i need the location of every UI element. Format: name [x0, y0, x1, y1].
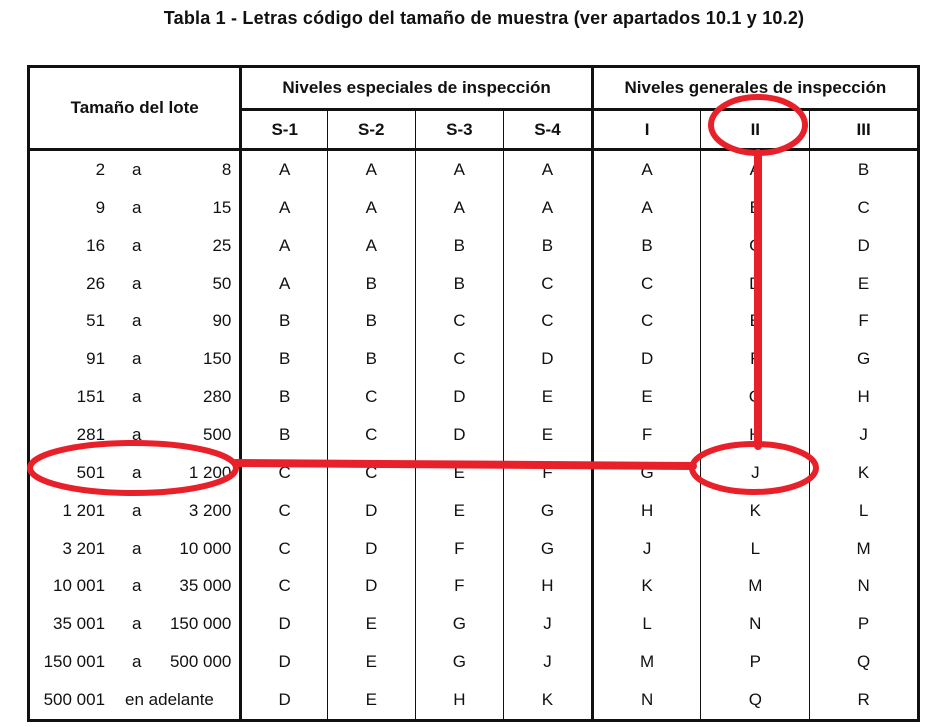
code-cell-s1: A: [241, 150, 328, 189]
lot-separator: a: [131, 387, 142, 407]
lot-from: 35 001: [53, 614, 106, 634]
code-cell-ii: D: [701, 265, 810, 303]
code-cell-s2: A: [327, 189, 415, 227]
code-cell-s1: C: [241, 492, 328, 530]
code-cell-ii: G: [701, 378, 810, 416]
code-cell-s1: C: [241, 567, 328, 605]
code-cell-s1: B: [241, 378, 328, 416]
lot-from: 2: [95, 159, 106, 179]
code-cell-iii: J: [859, 424, 868, 444]
code-cell-ii: F: [701, 340, 810, 378]
code-cell-i: G: [592, 454, 701, 492]
lot-to: 1 200: [164, 454, 241, 492]
code-cell-s3: D: [415, 378, 504, 416]
code-cell-s4: B: [504, 227, 593, 265]
code-cell-s3: G: [415, 605, 504, 643]
lot-separator: a: [131, 576, 142, 596]
lot-separator: a: [131, 538, 142, 558]
code-cell-s4: G: [504, 492, 593, 530]
lot-to: 35 000: [164, 567, 241, 605]
code-cell-iii: Q: [856, 652, 871, 672]
code-cell-iii: N: [857, 576, 870, 596]
code-cell-ii: M: [701, 567, 810, 605]
code-cell-i: C: [592, 265, 701, 303]
code-cell-s1: B: [241, 340, 328, 378]
code-cell-s2: C: [327, 416, 415, 454]
code-cell-s1: D: [241, 681, 328, 720]
code-cell-i: H: [592, 492, 701, 530]
sample-size-code-table: [27, 65, 920, 722]
code-cell-s2: D: [327, 530, 415, 568]
code-cell-i: N: [592, 681, 701, 720]
code-cell-s1: A: [241, 189, 328, 227]
code-cell-ii: E: [701, 302, 810, 340]
general-levels-header: Niveles generales de inspección: [624, 78, 887, 97]
code-cell-i: F: [592, 416, 701, 454]
table-row: [29, 227, 919, 265]
lot-from: 281: [76, 424, 106, 444]
lot-from: 9: [95, 197, 106, 217]
code-cell-s1: D: [241, 643, 328, 681]
lot-separator: a: [131, 462, 142, 482]
code-cell-ii: B: [701, 189, 810, 227]
code-cell-iii: C: [857, 197, 870, 217]
table-row: [29, 567, 919, 605]
code-cell-s2: D: [327, 567, 415, 605]
code-cell-s2: E: [327, 643, 415, 681]
column-header-iii: III: [810, 110, 919, 150]
code-cell-s2: B: [327, 302, 415, 340]
code-cell-iii: L: [858, 500, 869, 520]
lot-separator: a: [131, 273, 142, 293]
lot-separator: a: [131, 500, 142, 520]
code-cell-i: E: [592, 378, 701, 416]
table-row: [29, 454, 919, 492]
column-header-s2: S-2: [327, 110, 415, 150]
code-cell-s2: A: [327, 150, 415, 189]
code-cell-iii: B: [857, 159, 870, 179]
code-cell-s3: F: [415, 530, 504, 568]
code-cell-i: A: [592, 150, 701, 189]
code-cell-ii: A: [701, 150, 810, 189]
code-cell-s3: G: [415, 643, 504, 681]
code-cell-s4: G: [504, 530, 593, 568]
lot-to: 150 000: [164, 605, 241, 643]
table-row: [29, 530, 919, 568]
code-cell-s3: B: [415, 265, 504, 303]
code-cell-s4: H: [504, 567, 593, 605]
code-cell-s3: D: [415, 416, 504, 454]
column-header-s1: S-1: [241, 110, 328, 150]
code-cell-s4: A: [504, 150, 593, 189]
code-cell-s2: B: [327, 340, 415, 378]
code-cell-i: B: [592, 227, 701, 265]
code-cell-i: J: [592, 530, 701, 568]
code-cell-iii: G: [856, 349, 871, 369]
lot-separator: a: [131, 311, 142, 331]
column-header-ii: II: [701, 110, 810, 150]
lot-separator: a: [131, 235, 142, 255]
code-cell-iii: K: [857, 462, 870, 482]
code-cell-s1: D: [241, 605, 328, 643]
lot-to: 90: [164, 302, 241, 340]
table-title: Tabla 1 - Letras código del tamaño de muestra (ver apartados 10.1 y 10.2): [163, 8, 805, 28]
code-cell-s1: A: [241, 227, 328, 265]
code-cell-s3: C: [415, 302, 504, 340]
code-cell-iii: D: [857, 235, 870, 255]
lot-from: 3 201: [62, 538, 106, 558]
code-cell-s1: C: [241, 530, 328, 568]
table-row: [29, 643, 919, 681]
code-cell-ii: L: [701, 530, 810, 568]
column-header-i: I: [592, 110, 701, 150]
code-cell-s3: E: [415, 492, 504, 530]
code-cell-s4: E: [504, 416, 593, 454]
lot-separator: a: [131, 349, 142, 369]
lot-separator: a: [131, 197, 142, 217]
lot-to: 15: [164, 189, 241, 227]
code-cell-iii: E: [857, 273, 870, 293]
lot-from: 26: [86, 273, 106, 293]
table-row: [29, 681, 919, 720]
lot-size-header: Tamaño del lote: [29, 67, 241, 150]
code-cell-i: K: [592, 567, 701, 605]
column-header-s3: S-3: [415, 110, 504, 150]
code-cell-s3: A: [415, 150, 504, 189]
code-cell-iii: H: [857, 387, 870, 407]
lot-from: 10 001: [53, 576, 106, 596]
code-cell-s4: F: [504, 454, 593, 492]
table-row: [29, 416, 919, 454]
code-cell-s3: F: [415, 567, 504, 605]
code-cell-s4: C: [504, 302, 593, 340]
table-row: [29, 150, 919, 189]
code-cell-i: M: [592, 643, 701, 681]
code-cell-s1: B: [241, 302, 328, 340]
code-cell-ii: J: [701, 454, 810, 492]
code-cell-s3: E: [415, 454, 504, 492]
code-cell-ii: K: [701, 492, 810, 530]
code-cell-s4: K: [504, 681, 593, 720]
code-cell-s1: A: [241, 265, 328, 303]
lot-separator: a: [131, 652, 142, 672]
code-cell-iii: R: [857, 689, 870, 709]
table-row: [29, 492, 919, 530]
code-cell-iii: P: [857, 614, 870, 634]
lot-separator: a: [131, 424, 142, 444]
code-cell-i: A: [592, 189, 701, 227]
code-cell-s1: B: [241, 416, 328, 454]
code-cell-s1: C: [241, 454, 328, 492]
lot-from: 16: [86, 235, 106, 255]
lot-to: 500 000: [164, 643, 241, 681]
code-cell-s3: H: [415, 681, 504, 720]
code-cell-s3: A: [415, 189, 504, 227]
lot-from: 150 001: [43, 652, 106, 672]
lot-to: 500: [164, 416, 241, 454]
lot-separator: en adelante: [109, 681, 241, 720]
lot-from: 500 001: [43, 689, 106, 709]
code-cell-ii: C: [701, 227, 810, 265]
code-cell-s4: J: [504, 643, 593, 681]
code-cell-ii: N: [701, 605, 810, 643]
lot-from: 151: [76, 387, 106, 407]
code-cell-s4: A: [504, 189, 593, 227]
lot-to: 150: [164, 340, 241, 378]
lot-to: 25: [164, 227, 241, 265]
table-row: [29, 302, 919, 340]
code-cell-ii: P: [701, 643, 810, 681]
code-cell-s3: B: [415, 227, 504, 265]
code-cell-i: L: [592, 605, 701, 643]
table-body: [29, 150, 919, 721]
lot-to: 8: [164, 150, 241, 189]
code-cell-i: D: [592, 340, 701, 378]
table-row: [29, 340, 919, 378]
lot-separator: a: [131, 614, 142, 634]
code-cell-s2: B: [327, 265, 415, 303]
special-levels-header: Niveles especiales de inspección: [241, 67, 592, 110]
table-row: [29, 189, 919, 227]
lot-from: 1 201: [62, 500, 106, 520]
lot-to: 3 200: [164, 492, 241, 530]
table-row: [29, 265, 919, 303]
lot-from: 501: [76, 462, 106, 482]
code-cell-s3: C: [415, 340, 504, 378]
lot-from: 91: [86, 349, 106, 369]
code-cell-s2: D: [327, 492, 415, 530]
code-cell-s4: D: [504, 340, 593, 378]
code-cell-s2: C: [327, 378, 415, 416]
code-cell-s4: C: [504, 265, 593, 303]
column-header-s4: S-4: [504, 110, 593, 150]
lot-to: 280: [164, 378, 241, 416]
code-cell-s2: E: [327, 605, 415, 643]
table-row: [29, 378, 919, 416]
table-row: [29, 605, 919, 643]
code-cell-ii: Q: [701, 681, 810, 720]
lot-to: 50: [164, 265, 241, 303]
code-cell-iii: F: [858, 311, 869, 331]
code-cell-s4: J: [504, 605, 593, 643]
lot-to: 10 000: [164, 530, 241, 568]
code-cell-ii: H: [701, 416, 810, 454]
code-cell-i: C: [592, 302, 701, 340]
code-cell-s2: C: [327, 454, 415, 492]
lot-separator: a: [131, 159, 142, 179]
code-cell-s2: E: [327, 681, 415, 720]
code-cell-iii: M: [856, 538, 871, 558]
code-cell-s4: E: [504, 378, 593, 416]
lot-from: 51: [86, 311, 106, 331]
code-cell-s2: A: [327, 227, 415, 265]
